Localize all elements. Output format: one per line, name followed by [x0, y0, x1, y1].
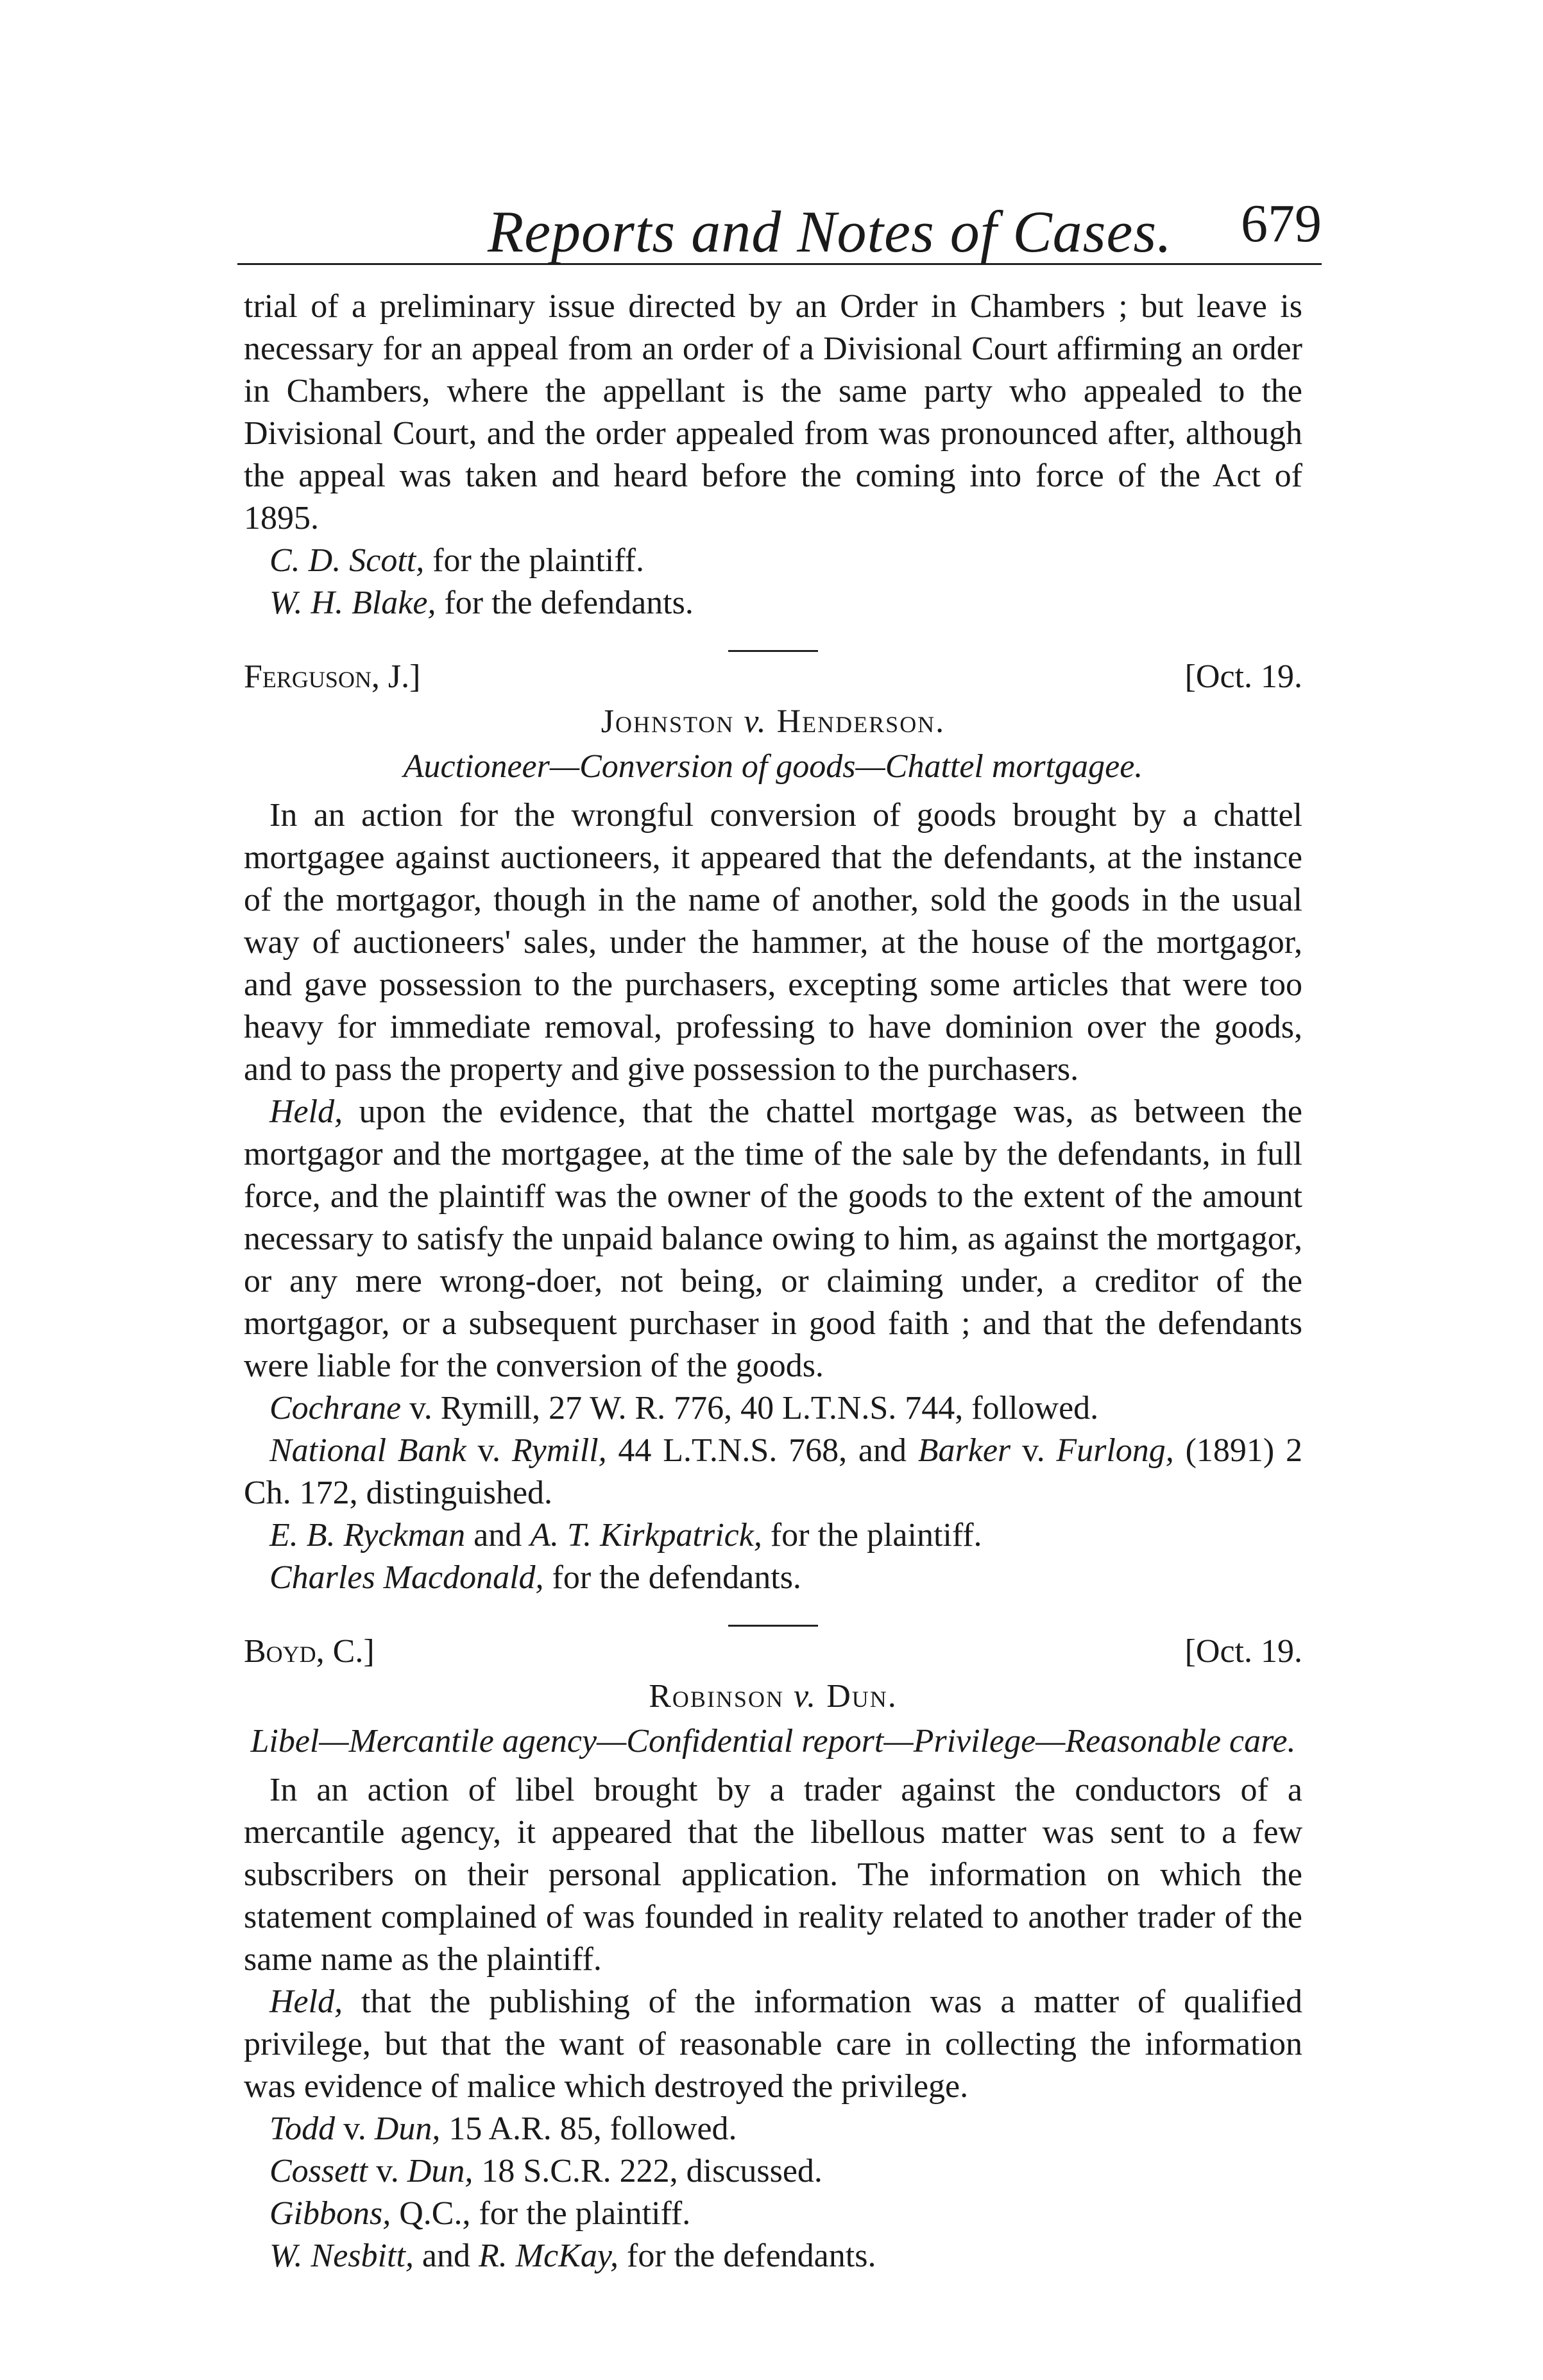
running-head	[237, 186, 1322, 265]
citation-text: v.	[335, 2110, 375, 2147]
citation-name: Dun,	[407, 2153, 473, 2189]
citation-name: National Bank	[269, 1432, 466, 1469]
case2-header	[244, 1631, 1302, 1673]
citation-text: v.	[466, 1432, 512, 1469]
case2-title	[244, 1675, 1302, 1718]
case2-judge: Boyd, C.]	[244, 1633, 375, 1670]
case1-date: [Oct. 19.	[1184, 658, 1302, 695]
counsel-role: for the defendants.	[436, 585, 694, 621]
case1-headnote: Auctioneer—Conversion of goods—Chattel mortgagee.	[403, 748, 1143, 785]
case2-versus: v.	[793, 1678, 817, 1715]
citation-name: Cochrane	[269, 1390, 402, 1426]
case2-facts: In an action of libel brought by a trader against the conductors of a mercantile agency, it appeared that the libellous matter was sent to a few subscribers on their personal application. The information on which the statement complained of was founded in reality related to another trader of the same name as the plaintiff.	[244, 1772, 1302, 1978]
case2-citation-1	[244, 2108, 1302, 2150]
case1-counsel-defendants	[244, 1557, 1302, 1599]
citation-name: Dun,	[374, 2110, 441, 2147]
counsel-text: and	[413, 2238, 479, 2274]
citation-text: 18 S.C.R. 222, discussed.	[473, 2153, 823, 2189]
counsel-name: Charles Macdonald,	[269, 1559, 544, 1596]
case1-party-left: Johnston	[601, 703, 735, 740]
case1-party-right: Henderson.	[776, 703, 946, 740]
case1-counsel-plaintiff	[244, 1514, 1302, 1557]
counsel-name: E. B. Ryckman	[269, 1517, 466, 1554]
held-label: Held,	[269, 1093, 343, 1130]
case1-facts: In an action for the wrongful conversion of goods brought by a chattel mortgagee against auctioneers, it appeared that the defendants, at the instance of the mortgagor, though in the name of another, sold the goods in the usual way of auctioneers' sales, under the hammer, at the house of the mortgagor, and gave possession to the purchasers, excepting some articles that were too heavy for immediate removal, professing to have dominion over the goods, and to pass the property and give possession to the purchasers.	[244, 797, 1302, 1088]
case1-citation-2	[244, 1430, 1302, 1514]
counsel-role: for the defendants.	[618, 2238, 876, 2274]
counsel-name: W. Nesbitt,	[269, 2238, 414, 2274]
case1-judge: Ferguson, J.]	[244, 658, 421, 695]
citation-text: (1891) 2 Ch. 172, distinguished.	[244, 1432, 1302, 1511]
counsel-text: and	[465, 1517, 531, 1554]
counsel-name: W. H. Blake,	[269, 585, 436, 621]
citation-name: Barker	[917, 1432, 1011, 1469]
citation-name: Todd	[269, 2110, 336, 2147]
running-title: Reports and Notes of Cases.	[488, 199, 1173, 264]
citation-name: Cossett	[269, 2153, 368, 2189]
case2-held	[244, 1981, 1302, 2108]
case2-party-left: Robinson	[649, 1678, 784, 1715]
case1-versus: v.	[744, 703, 767, 740]
intro-paragraph: trial of a preliminary issue directed by an Order in Chambers ; but leave is necessary for an appeal from an order of a Divisional Court affirming an order in Chambers, where the appellant is the same party who appealed to the Divisional Court, and the order appealed from was pronounced after, although the appeal was taken and heard before the coming into force of the Act of 1895.	[244, 288, 1302, 536]
case1-header	[244, 656, 1302, 698]
citation-text: 44 L.T.N.S. 768, and	[606, 1432, 918, 1469]
section-divider	[728, 650, 818, 652]
case1-held	[244, 1091, 1302, 1387]
case2-citation-2	[244, 2150, 1302, 2193]
citation-text: v.	[368, 2153, 407, 2189]
counsel-role: for the plaintiff.	[762, 1517, 982, 1554]
case1-citation-1	[244, 1387, 1302, 1430]
counsel-name: R. McKay,	[478, 2238, 619, 2274]
case2-headnote: Libel—Mercantile agency—Confidential report—Privilege—Reasonable care.	[250, 1723, 1296, 1759]
intro-counsel-defendants	[244, 582, 1302, 624]
text-column	[244, 286, 1302, 2277]
citation-text: v.	[1010, 1432, 1057, 1469]
case2-counsel-plaintiff	[244, 2193, 1302, 2235]
held-text: upon the evidence, that the chattel mortgage was, as between the mortgagor and the mortgagee, at the time of the sale by the defendants, in full force, and the plaintiff was the owner of the goods to the extent of the amount necessary to satisfy the unpaid balance owing to him, as against the mortgagor, or any mere wrong-doer, not being, or claiming under, a creditor of the mortgagor, or a subsequent purchaser in good faith ; and that the defendants were liable for the conversion of the goods.	[244, 1093, 1302, 1384]
counsel-role: Q.C., for the plaintiff.	[391, 2195, 691, 2232]
intro-counsel-plaintiff	[244, 540, 1302, 582]
case2-party-right: Dun.	[826, 1678, 898, 1715]
citation-text: v. Rymill, 27 W. R. 776, 40 L.T.N.S. 744, followed.	[401, 1390, 1099, 1426]
citation-name: Rymill,	[511, 1432, 607, 1469]
page-number: 679	[1241, 194, 1322, 253]
counsel-name: Gibbons,	[269, 2195, 391, 2232]
counsel-role: for the plaintiff.	[424, 542, 644, 579]
counsel-role: for the defendants.	[543, 1559, 801, 1596]
case2-date: [Oct. 19.	[1184, 1633, 1302, 1670]
counsel-name: A. T. Kirkpatrick,	[530, 1517, 762, 1554]
citation-text: 15 A.R. 85, followed.	[440, 2110, 737, 2147]
case1-title	[244, 701, 1302, 743]
section-divider	[728, 1625, 818, 1627]
citation-name: Furlong,	[1056, 1432, 1174, 1469]
case2-counsel-defendants	[244, 2235, 1302, 2277]
counsel-name: C. D. Scott,	[269, 542, 425, 579]
held-label: Held,	[269, 1983, 343, 2020]
held-text: that the publishing of the information was a matter of qualified privilege, but that the want of reasonable care in collecting the information was evidence of malice which destroyed the privilege.	[244, 1983, 1302, 2105]
